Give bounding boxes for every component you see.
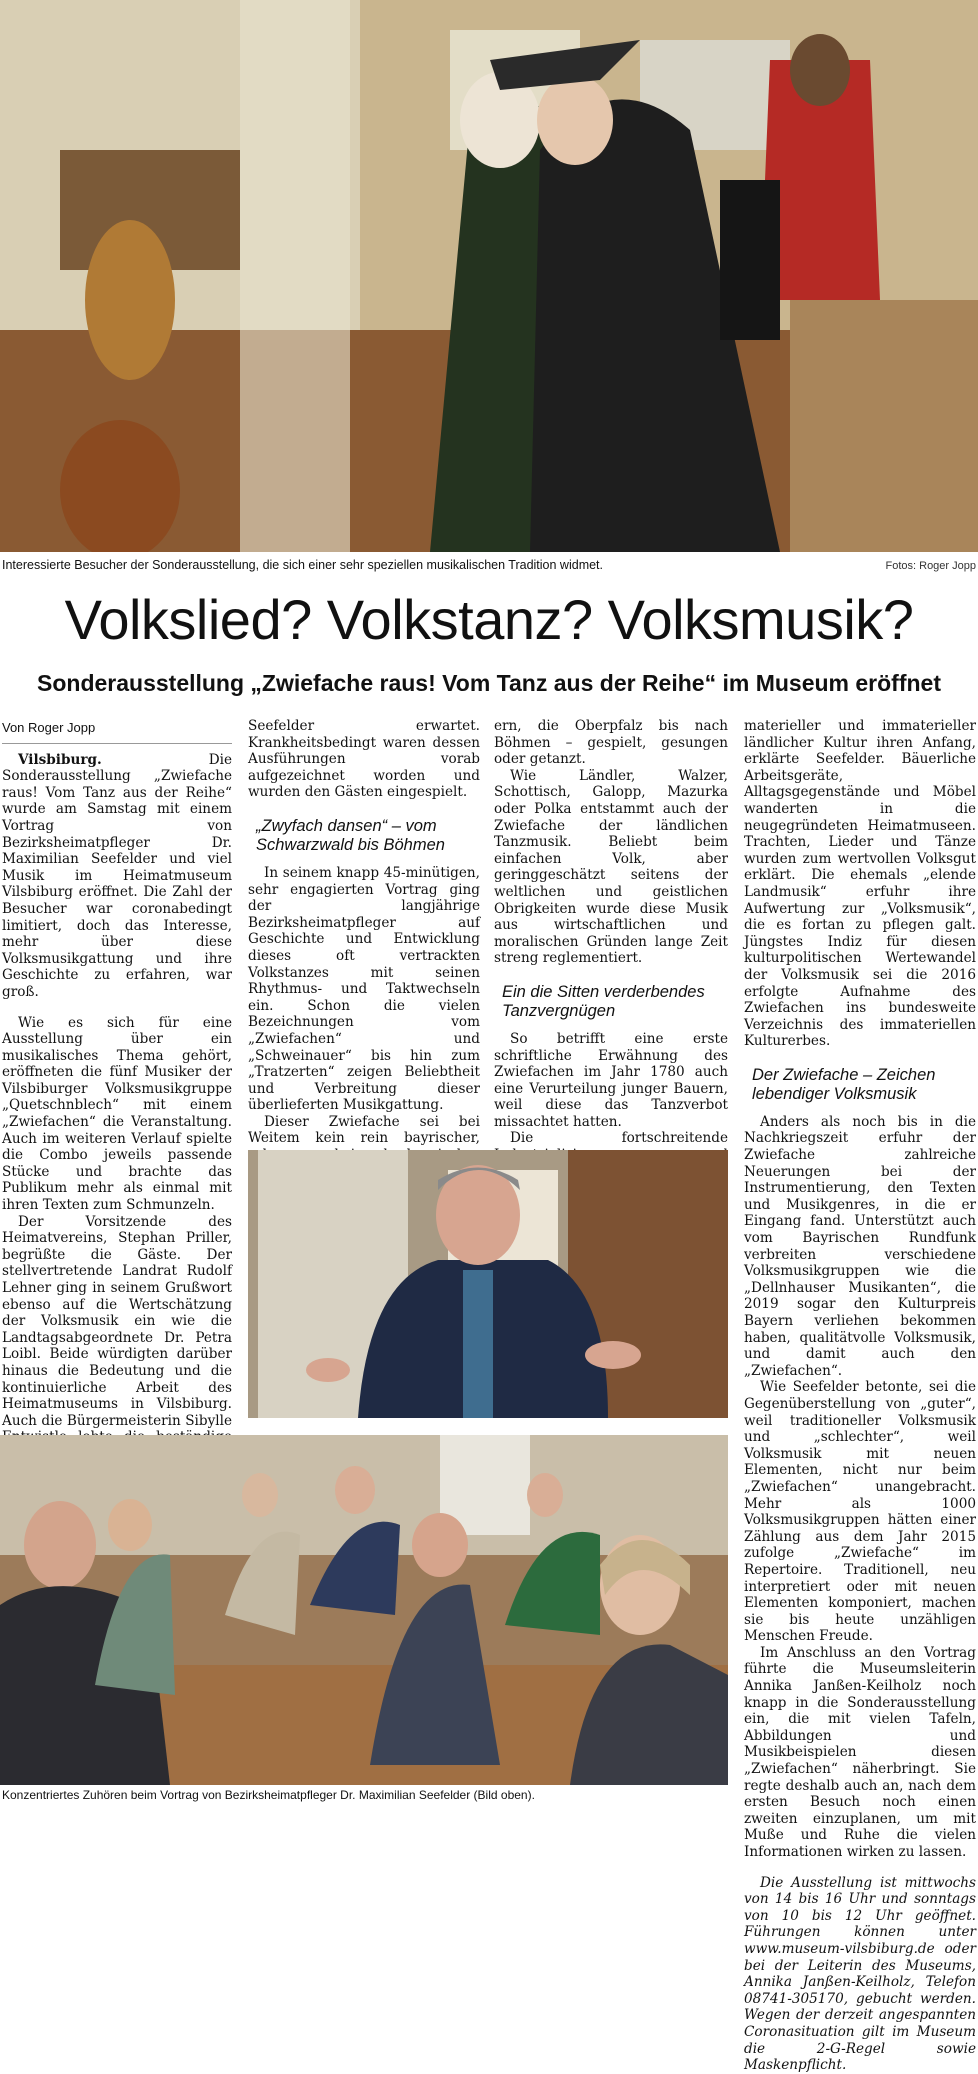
photo-credit: Fotos: Roger Jopp bbox=[885, 560, 976, 572]
paragraph: Anders als noch bis in die Nachkriegszeit erfuhr der Zwiefache zahlreiche Neuerungen bei der Instrumentierung, den Texten und Musikgenres, in die er Eingang fand. Unterstützt auch vom Bayrischen Rundfunk verbreiten verschiedene Volksmusikgruppen wie die „Dellnhauser Musikanten“, die 2019 sogar den Kulturpreis Bayern verliehen bekommen haben, qualitätvolle Volksmusik, und damit auch den „Zwiefachen“. bbox=[744, 1113, 976, 1379]
paragraph: Dieser Zwiefache sei bei Weitem kein rein bayrischer, bbox=[248, 1113, 480, 1147]
top-photo-caption: Interessierte Besucher der Sonderausstellung, die sich einer sehr speziellen musikalischen Tradition widmet. bbox=[2, 558, 604, 572]
paragraph: In seinem knapp 45-minütigen, sehr engagierten Vortrag ging der langjährige Bezirksheimatpfleger auf Geschichte und Entwicklung dieses oft vertrackten Volkstanzes mit seinen Rhythmus- und Taktwechseln ein. Schon die vielen Bezeichnungen vom „Zwiefachen“ und „Schweinauer“ bis hin zum „Tratzerten“ zeigen Beliebtheit und Verbreitung dieser überlieferten Musikgattung. bbox=[248, 864, 480, 1114]
subheading: Der Zwiefache – Zeichen lebendiger Volksmusik bbox=[752, 1065, 936, 1103]
subheading: „Zwyfach dansen“ – vom Schwarzwald bis Böhmen bbox=[256, 816, 445, 854]
paragraph: materieller und immaterieller ländlicher Kultur ihren Anfang, erklärte Seefelder. Bäuerliche Arbeitsgeräte, Alltagsgegenstände und Möbel wanderten in die neugegründeten Heimatmuseen. Trachten, Lieder und Tänze wurden zum wertvollen Volksgut erklärt. Die ehemals „elende Landmusik“ erfuhr ihre Aufwertung zur „Volksmusik“, die es fortan zu pflegen galt. Jüngstes Indiz für diesen kulturpolitischen Wertewandel der Volksmusik sei die 2016 erfolgte Aufnahme des Zwiefachen ins bundesweite Verzeichnis des immateriellen Kulturerbes. bbox=[744, 718, 976, 1050]
paragraph: Im Anschluss an den Vortrag führte die Museumsleiterin Annika Janßen-Keilholz noch knapp in die Sonderausstellung ein, die mit vielen Tafeln, Abbildungen und Musikbeispielen diesen „Zwiefachen“ näherbringt. Sie regte deshalb auch an, nach dem ersten Besuch noch einen zweiten einzuplanen, um mit Muße und Ruhe die vielen Informationen wirken zu lassen. bbox=[744, 1644, 976, 1860]
paragraph: So betrifft eine erste schriftliche Erwähnung des Zwiefachen im Jahr 1780 auch eine Verurteilung junger Bauern, weil diese das Tanzverbot missachtet hatten. bbox=[494, 1030, 728, 1130]
photo-exhibition-visitors bbox=[0, 0, 978, 552]
bottom-photo-caption: Konzentriertes Zuhören beim Vortrag von Bezirksheimatpfleger Dr. Maximilian Seefelder (Bild oben). bbox=[2, 1788, 535, 1802]
paragraph: Wie Ländler, Walzer, Schottisch, Galopp, Mazurka oder Polka entstammt auch der Zwiefache der ländlichen Tanzmusik. Beliebt beim einfachen Volk, aber geringgeschätzt seitens der weltlichen und geistlichen Obrigkeiten wurde diese Musik aus wirtschaftlichen und moralischen Gründen lange Zeit streng reglementiert. bbox=[494, 767, 728, 967]
paragraph: Wie Seefelder betonte, sei die Gegenüberstellung von „guter“, weil traditioneller Volksmusik und „schlechter“, weil Volksmusik mit neuen Elementen, nicht nur beim „Zwiefachen“ unangebracht. Mehr als 1000 Volksmusikgruppen hätten einer Zählung aus dem Jahr 2015 zufolge „Zwiefache“ im Repertoire. Traditionell, neu interpretiert oder mit neuen Elementen komponiert, machen sie bis heute unzähligen Menschen Freude. bbox=[744, 1379, 976, 1645]
paragraph: Der Vorsitzende des Heimatvereins, Stephan Priller, begrüßte die Gäste. Der stellvertretende Landrat Rudolf Lehner ging in seinem Grußwort ebenso auf die Wertschätzung der Volksmusik ein wie die Landtagsabgeordnete Dr. Petra Loibl. Beide würdigten darüber hinaus die Bedeutung und die kontinuierliche Arbeit des Heimatmuseums in Vilsbiburg. Auch die Bürgermeisterin Sibylle bbox=[2, 1213, 232, 1429]
article-column-4 bbox=[744, 718, 976, 2074]
paragraph: Seefelder erwartet. Krankheitsbedingt waren dessen Ausführungen vorab aufgezeichnet worden und wurden den Gästen eingespielt. bbox=[248, 718, 480, 801]
info-box-opening-hours: Die Ausstellung ist mittwochs von 14 bis 16 Uhr und sonntags von 10 bis 12 Uhr geöffnet. Führungen können unter www.museum-vilsbiburg.de oder bei der Leiterin des Museums, Annika Janßen-Keilholz, Telefon 08741-305170, gebucht werden. Wegen der derzeit angespannten Coronasituation gilt im Museum die 2-G-Regel sowie Maskenpflicht. bbox=[744, 1874, 976, 2074]
paragraph: Die fortschreitende bbox=[510, 1130, 728, 1147]
headline: Volkslied? Volkstanz? Volksmusik? bbox=[64, 588, 914, 651]
subheadline: Sonderausstellung „Zwiefache raus! Vom Tanz aus der Reihe“ im Museum eröffnet bbox=[37, 670, 941, 696]
photo-audience bbox=[0, 1435, 728, 1785]
subheading: Ein die Sitten verderbendes Tanzvergnügen bbox=[502, 982, 705, 1020]
paragraph: Wie es sich für eine Ausstellung über ein musikalisches Thema gehört, eröffneten die fünf Musiker der Vilsbiburger Volksmusikgruppe „Quetschnblech“ mit einem „Zwiefachen“ die Veranstaltung. Auch im weiteren Verlauf spielte die Combo jeweils passende Stücke und brachte das Publikum mehr als einmal mit ihren Texten zum Schmunzeln. bbox=[2, 1014, 232, 1214]
paragraph: Vilsbiburg. Die Sonderausstellung „Zwiefache raus! Vom Tanz aus der Reihe“ wurde am Samstag mit einem Vortrag von Bezirksheimatpfleger Dr. Maximilian Seefelder und viel Musik im Heimatmuseum Vilsbiburg eröffnet. Die Zahl der Besucher war coronabedingt limitiert, doch das Interesse, mehr über diese Volksmusikgattung und ihre Geschichte zu erfahren, war groß. bbox=[2, 751, 232, 1000]
photo-speaker bbox=[248, 1150, 728, 1418]
byline: Von Roger Jopp bbox=[2, 720, 232, 744]
dateline: Vilsbiburg. bbox=[18, 751, 102, 768]
paragraph: ern, die Oberpfalz bis nach Böhmen – gespielt, gesungen oder getanzt. bbox=[494, 718, 728, 768]
